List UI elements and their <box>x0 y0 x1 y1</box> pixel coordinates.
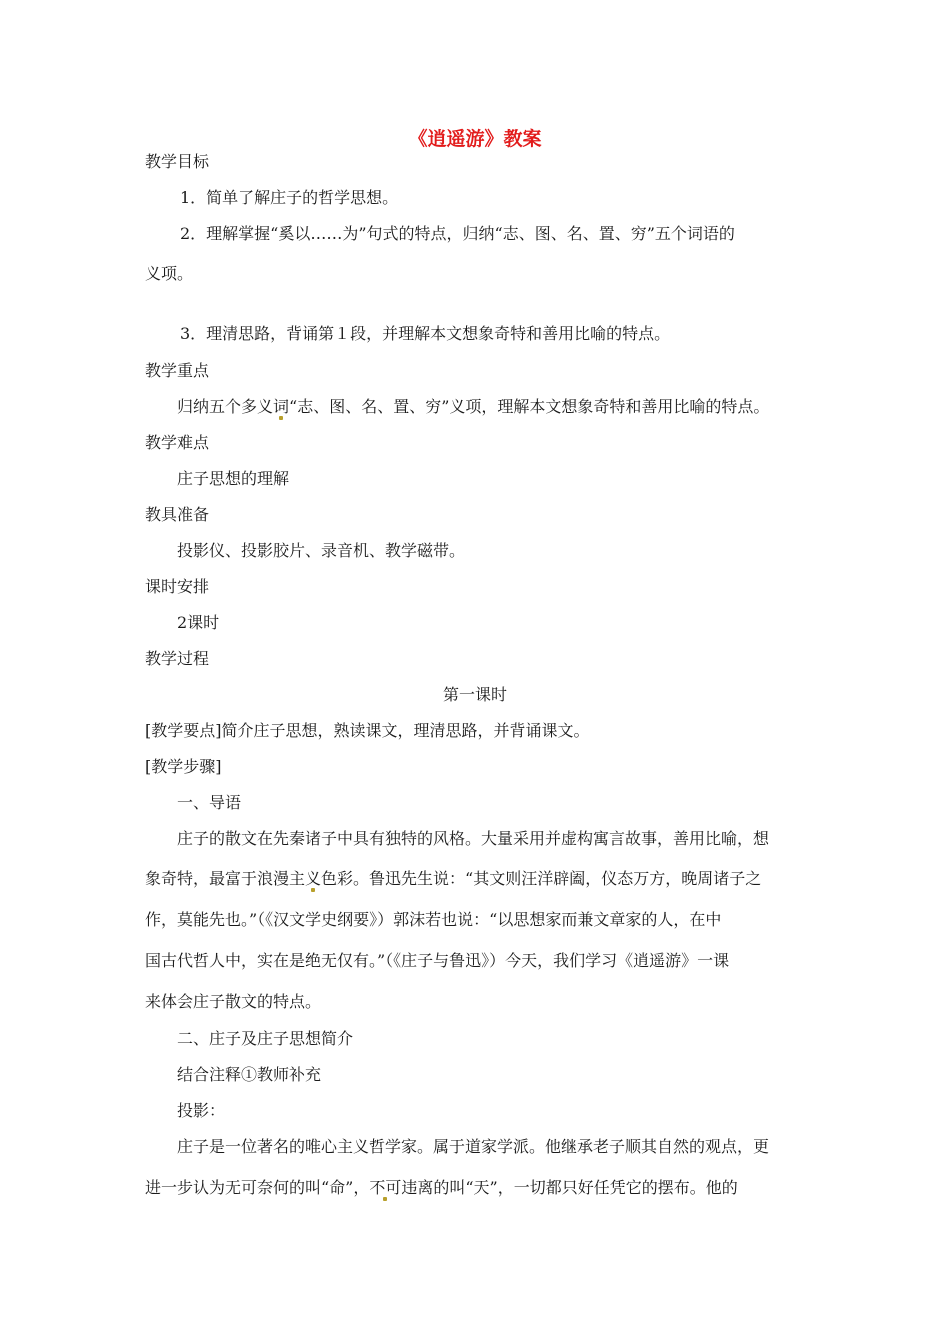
schedule-text: 2课时 <box>177 613 220 632</box>
bio-line-1: 庄子是一位著名的唯心主义哲学家。属于道家学派。他继承老子顺其自然的观点，更 <box>177 1137 770 1156</box>
bio-line-2: 进一步认为无可奈何的叫“命”，不可违离的叫“天”，一切都只好任凭它的摆布。他的 <box>145 1178 738 1197</box>
intro-line-4: 国古代哲人中，实在是绝无仅有。”（《庄子与鲁迅》）今天，我们学习《逍遥游》一课 <box>145 951 730 970</box>
intro-line-1: 庄子的散文在先秦诸子中具有独特的风格。大量采用并虚构寓言故事，善用比喻，想 <box>177 829 770 848</box>
emphasis-mark: 义 <box>305 869 322 888</box>
materials-heading: 教具准备 <box>145 505 210 524</box>
document-title: 《逍遥游》教案 <box>408 128 542 150</box>
teaching-key-points: [教学要点]简介庄子思想，熟读课文，理清思路，并背诵课文。 <box>145 721 590 740</box>
key-points-text: 归纳五个多义词“志、图、名、置、穷”义项，理解本文想象奇特和善用比喻的特点。 <box>177 397 770 416</box>
key-points-heading: 教学重点 <box>145 361 210 380</box>
intro-line-5: 来体会庄子散文的特点。 <box>145 992 322 1011</box>
projection-label: 投影： <box>177 1101 226 1120</box>
materials-text: 投影仪、投影胶片、录音机、教学磁带。 <box>177 541 466 560</box>
intro-line-2: 象奇特，最富于浪漫主义色彩。鲁迅先生说：“其文则汪洋辟阖，仪态万方，晚周诸子之 <box>145 869 762 888</box>
process-heading: 教学过程 <box>145 649 210 668</box>
intro-line-3: 作，莫能先也。”（《汉文学史纲要》）郭沫若也说：“以思想家而兼文章家的人，在中 <box>145 910 722 929</box>
objective-item-2-line-2: 义项。 <box>145 264 194 283</box>
emphasis-mark: 词 <box>273 397 290 416</box>
notes-line: 结合注释①教师补充 <box>177 1065 322 1084</box>
lesson-title: 第一课时 <box>442 685 507 704</box>
section-1-title: 一、导语 <box>177 793 242 812</box>
schedule-heading: 课时安排 <box>145 577 210 596</box>
objective-item-2-line-1: 2．理解掌握“奚以……为”句式的特点，归纳“志、图、名、置、穷”五个词语的 <box>180 224 735 243</box>
objective-item-1: 1．简单了解庄子的哲学思想。 <box>180 188 399 207</box>
difficulty-text: 庄子思想的理解 <box>177 469 290 488</box>
objective-item-3: 3．理清思路，背诵第１段，并理解本文想象奇特和善用比喻的特点。 <box>180 324 671 343</box>
objectives-heading: 教学目标 <box>145 152 210 171</box>
section-2-title: 二、庄子及庄子思想简介 <box>177 1029 354 1048</box>
teaching-steps-label: [教学步骤] <box>145 757 222 776</box>
difficulty-heading: 教学难点 <box>145 433 210 452</box>
